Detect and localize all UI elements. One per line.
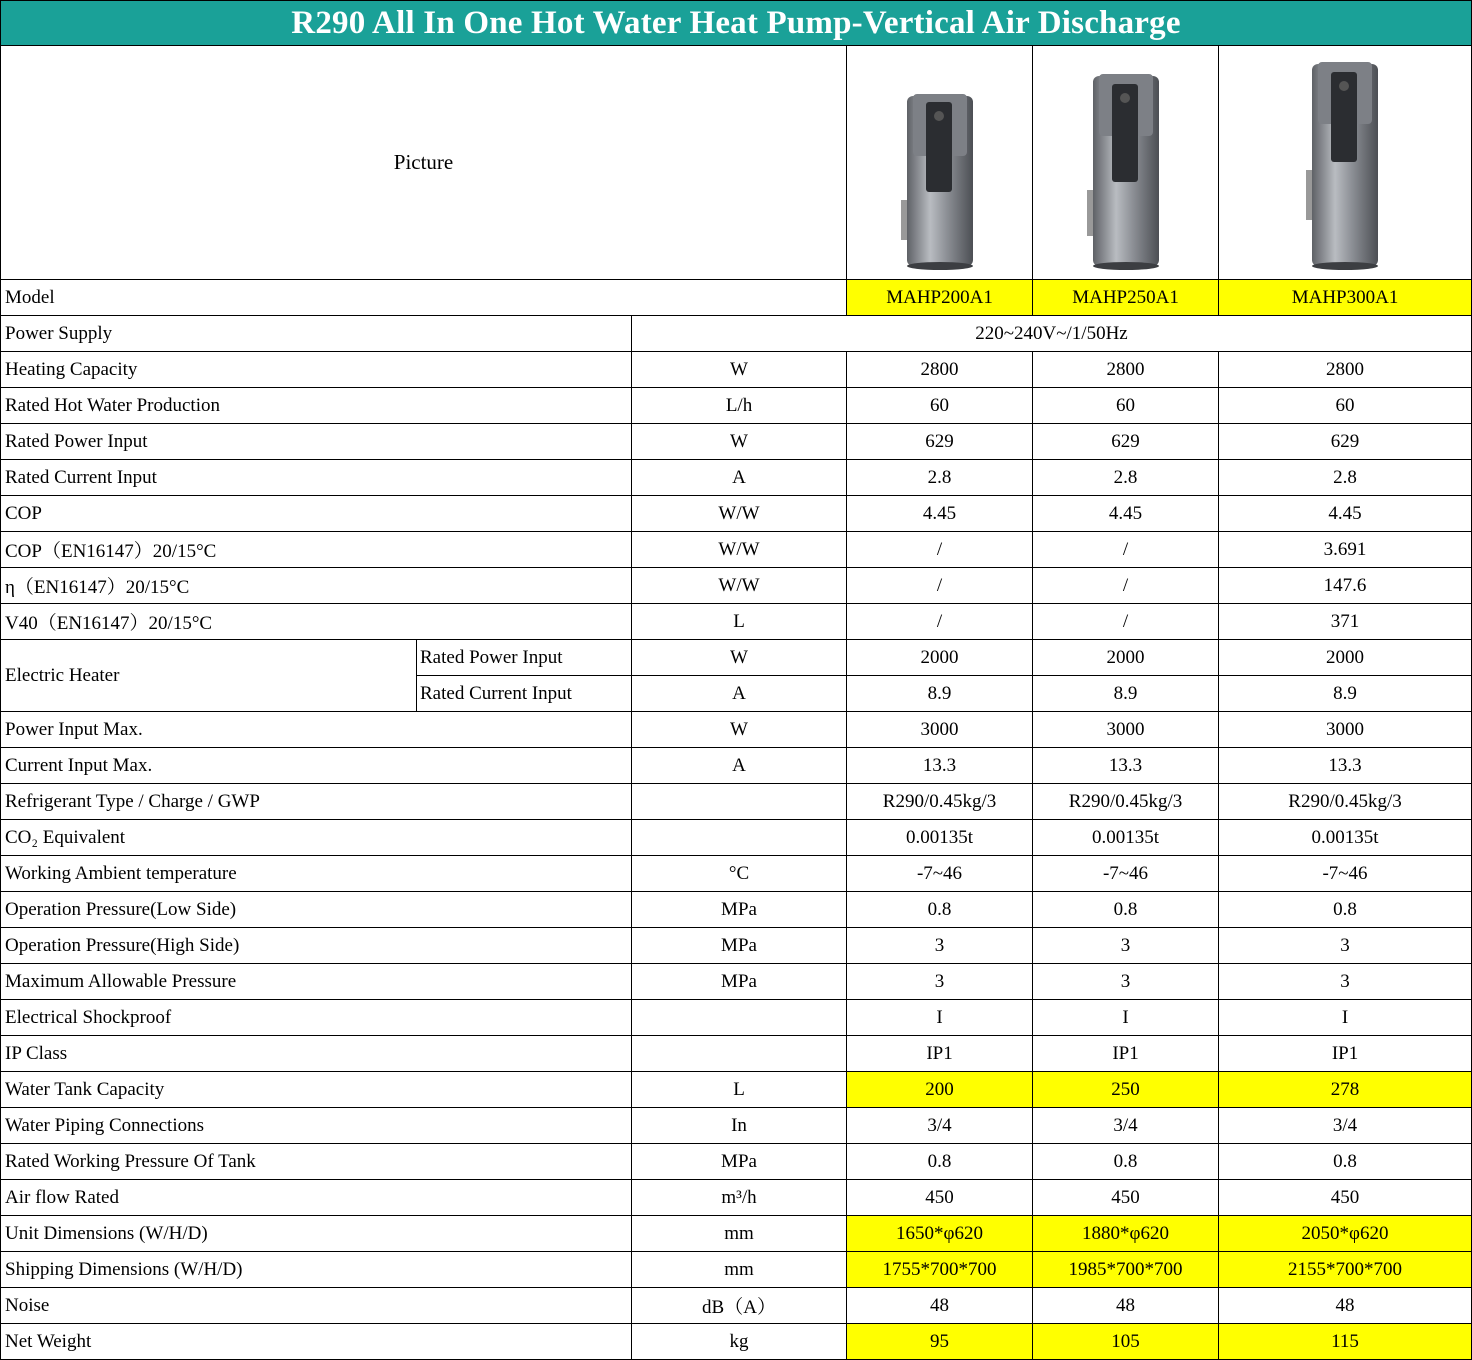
unit-cell: m³/h: [632, 1180, 847, 1216]
unit-cell: A: [632, 460, 847, 496]
value-cell: 2000: [1033, 640, 1219, 676]
value-cell: 8.9: [847, 676, 1033, 712]
spec-row: [1, 1216, 1472, 1252]
model-value: MAHP200A1: [847, 280, 1033, 316]
value-cell: 60: [1219, 388, 1472, 424]
value-cell: 8.9: [1219, 676, 1472, 712]
value-cell: 2.8: [1033, 460, 1219, 496]
unit-cell: L/h: [632, 388, 847, 424]
value-cell: 1755*700*700: [847, 1252, 1033, 1288]
row-label: Operation Pressure(High Side): [1, 928, 632, 964]
value-cell: 450: [847, 1180, 1033, 1216]
value-cell: /: [847, 604, 1033, 640]
row-label: Power Input Max.: [1, 712, 632, 748]
row-label: Power Supply: [1, 316, 632, 352]
unit-cell: L: [632, 604, 847, 640]
value-cell: 13.3: [847, 748, 1033, 784]
value-cell: IP1: [1033, 1036, 1219, 1072]
value-cell: I: [1219, 1000, 1472, 1036]
value-cell: 250: [1033, 1072, 1219, 1108]
row-label: Maximum Allowable Pressure: [1, 964, 632, 1000]
value-cell: 629: [1033, 424, 1219, 460]
page-title: R290 All In One Hot Water Heat Pump-Vertical Air Discharge: [0, 0, 1472, 46]
spec-row: [1, 964, 1472, 1000]
spec-row: [1, 496, 1472, 532]
row-label: Refrigerant Type / Charge / GWP: [1, 784, 632, 820]
unit-cell: W: [632, 424, 847, 460]
value-cell: 4.45: [1033, 496, 1219, 532]
row-label: Working Ambient temperature: [1, 856, 632, 892]
value-cell: 0.8: [1033, 892, 1219, 928]
row-label: Rated Working Pressure Of Tank: [1, 1144, 632, 1180]
value-cell: 3/4: [1033, 1108, 1219, 1144]
unit-cell: [632, 1000, 847, 1036]
value-cell: 0.00135t: [1033, 820, 1219, 856]
value-cell: 2050*φ620: [1219, 1216, 1472, 1252]
value-cell: 0.8: [847, 892, 1033, 928]
value-cell: 48: [847, 1288, 1033, 1324]
model-value: MAHP300A1: [1219, 280, 1472, 316]
picture-row: [1, 46, 1472, 280]
value-cell: 1985*700*700: [1033, 1252, 1219, 1288]
spec-row: [1, 1072, 1472, 1108]
value-cell: 0.8: [1219, 1144, 1472, 1180]
row-label: Rated Power Input: [1, 424, 632, 460]
value-cell: /: [1033, 532, 1219, 568]
value-cell: 4.45: [1219, 496, 1472, 532]
heat-pump-250-icon: [1071, 50, 1181, 275]
value-cell: 2800: [1219, 352, 1472, 388]
row-label: Current Input Max.: [1, 748, 632, 784]
row-label: Net Weight: [1, 1324, 632, 1360]
spec-row: [1, 1288, 1472, 1324]
spec-table: [0, 45, 1472, 1360]
unit-cell: mm: [632, 1216, 847, 1252]
value-cell: 13.3: [1033, 748, 1219, 784]
row-label: COP: [1, 496, 632, 532]
spec-row: [1, 892, 1472, 928]
heat-pump-300-icon: [1290, 50, 1400, 275]
unit-cell: W/W: [632, 532, 847, 568]
value-cell: -7~46: [1033, 856, 1219, 892]
row-label: COP（EN16147）20/15°C: [1, 532, 632, 568]
value-cell: 4.45: [847, 496, 1033, 532]
value-cell: 3/4: [847, 1108, 1033, 1144]
unit-cell: [632, 784, 847, 820]
row-label: Noise: [1, 1288, 632, 1324]
value-cell: 0.00135t: [1219, 820, 1472, 856]
spec-row: [1, 424, 1472, 460]
row-label: Water Piping Connections: [1, 1108, 632, 1144]
value-cell: -7~46: [1219, 856, 1472, 892]
value-cell: 147.6: [1219, 568, 1472, 604]
value-cell: /: [1033, 604, 1219, 640]
unit-cell: MPa: [632, 892, 847, 928]
unit-cell: mm: [632, 1252, 847, 1288]
unit-cell: W: [632, 712, 847, 748]
unit-cell: A: [632, 676, 847, 712]
spec-row: [1, 712, 1472, 748]
value-cell: 0.8: [847, 1144, 1033, 1180]
row-label: η（EN16147）20/15°C: [1, 568, 632, 604]
product-image-cell: [1219, 46, 1472, 280]
spec-row: [1, 1108, 1472, 1144]
unit-cell: W: [632, 640, 847, 676]
value-cell: /: [847, 568, 1033, 604]
unit-cell: MPa: [632, 964, 847, 1000]
unit-cell: dB（A）: [632, 1288, 847, 1324]
row-label: Shipping Dimensions (W/H/D): [1, 1252, 632, 1288]
row-label: IP Class: [1, 1036, 632, 1072]
value-cell: R290/0.45kg/3: [1033, 784, 1219, 820]
row-label: CO₂ Equivalent: [1, 820, 632, 856]
sub-label: Rated Power Input: [417, 640, 632, 676]
unit-cell: °C: [632, 856, 847, 892]
spec-row: [1, 1000, 1472, 1036]
value-cell: /: [847, 532, 1033, 568]
value-cell: 3/4: [1219, 1108, 1472, 1144]
value-cell: 3000: [847, 712, 1033, 748]
unit-cell: MPa: [632, 928, 847, 964]
value-cell: 3000: [1219, 712, 1472, 748]
value-cell: 60: [847, 388, 1033, 424]
value-cell: R290/0.45kg/3: [847, 784, 1033, 820]
value-cell: 105: [1033, 1324, 1219, 1360]
value-cell: 2000: [1219, 640, 1472, 676]
model-row: [1, 280, 1472, 316]
value-cell: 60: [1033, 388, 1219, 424]
value-cell: 115: [1219, 1324, 1472, 1360]
value-cell: 3: [1219, 928, 1472, 964]
unit-cell: W/W: [632, 496, 847, 532]
product-image-cell: [1033, 46, 1219, 280]
value-cell: 3.691: [1219, 532, 1472, 568]
value-cell: 95: [847, 1324, 1033, 1360]
value-cell: 2800: [1033, 352, 1219, 388]
electric-heater-row: [1, 640, 1472, 676]
unit-cell: W: [632, 352, 847, 388]
value-cell: IP1: [847, 1036, 1033, 1072]
spec-row: [1, 784, 1472, 820]
row-label: Unit Dimensions (W/H/D): [1, 1216, 632, 1252]
power-supply-row: [1, 316, 1472, 352]
value-cell: 3: [1219, 964, 1472, 1000]
value-cell: 13.3: [1219, 748, 1472, 784]
row-label: Water Tank Capacity: [1, 1072, 632, 1108]
value-cell: 3: [847, 964, 1033, 1000]
value-cell: 0.8: [1219, 892, 1472, 928]
spec-row: [1, 1324, 1472, 1360]
spec-row: [1, 352, 1472, 388]
spec-row: [1, 388, 1472, 424]
unit-cell: MPa: [632, 1144, 847, 1180]
row-label: Rated Hot Water Production: [1, 388, 632, 424]
value-cell: 629: [847, 424, 1033, 460]
value-cell: 3: [847, 928, 1033, 964]
value-cell: 0.8: [1033, 1144, 1219, 1180]
unit-cell: In: [632, 1108, 847, 1144]
spec-row: [1, 532, 1472, 568]
unit-cell: [632, 1036, 847, 1072]
value-cell: 0.00135t: [847, 820, 1033, 856]
value-cell: I: [847, 1000, 1033, 1036]
unit-cell: L: [632, 1072, 847, 1108]
row-label: V40（EN16147）20/15°C: [1, 604, 632, 640]
value-cell: 450: [1219, 1180, 1472, 1216]
row-label: Electric Heater: [1, 640, 417, 712]
value-cell: IP1: [1219, 1036, 1472, 1072]
value-cell: 1880*φ620: [1033, 1216, 1219, 1252]
spec-row: [1, 820, 1472, 856]
spec-row: [1, 1144, 1472, 1180]
row-label: Operation Pressure(Low Side): [1, 892, 632, 928]
spec-row: [1, 1036, 1472, 1072]
row-label: Model: [1, 280, 847, 316]
unit-cell: [632, 820, 847, 856]
spec-row: [1, 928, 1472, 964]
value-cell: 2.8: [1219, 460, 1472, 496]
spec-row: [1, 1180, 1472, 1216]
value-cell: R290/0.45kg/3: [1219, 784, 1472, 820]
row-label: Air flow Rated: [1, 1180, 632, 1216]
value-cell: 1650*φ620: [847, 1216, 1033, 1252]
value-cell: 3000: [1033, 712, 1219, 748]
spec-row: [1, 1252, 1472, 1288]
row-label: Heating Capacity: [1, 352, 632, 388]
power-supply-value: 220~240V~/1/50Hz: [632, 316, 1472, 352]
unit-cell: A: [632, 748, 847, 784]
spec-row: [1, 748, 1472, 784]
heat-pump-200-icon: [885, 50, 995, 275]
value-cell: 200: [847, 1072, 1033, 1108]
value-cell: 2000: [847, 640, 1033, 676]
spec-row: [1, 568, 1472, 604]
value-cell: 3: [1033, 964, 1219, 1000]
value-cell: 48: [1033, 1288, 1219, 1324]
model-value: MAHP250A1: [1033, 280, 1219, 316]
value-cell: 48: [1219, 1288, 1472, 1324]
row-label: Electrical Shockproof: [1, 1000, 632, 1036]
unit-cell: W/W: [632, 568, 847, 604]
spec-row: [1, 604, 1472, 640]
unit-cell: kg: [632, 1324, 847, 1360]
value-cell: 2800: [847, 352, 1033, 388]
value-cell: 3: [1033, 928, 1219, 964]
value-cell: 371: [1219, 604, 1472, 640]
value-cell: 8.9: [1033, 676, 1219, 712]
spec-row: [1, 460, 1472, 496]
row-label: Rated Current Input: [1, 460, 632, 496]
spec-row: [1, 856, 1472, 892]
value-cell: -7~46: [847, 856, 1033, 892]
product-image-cell: [847, 46, 1033, 280]
value-cell: 2155*700*700: [1219, 1252, 1472, 1288]
value-cell: 2.8: [847, 460, 1033, 496]
picture-label: Picture: [1, 46, 847, 280]
value-cell: 278: [1219, 1072, 1472, 1108]
value-cell: I: [1033, 1000, 1219, 1036]
sub-label: Rated Current Input: [417, 676, 632, 712]
value-cell: /: [1033, 568, 1219, 604]
value-cell: 450: [1033, 1180, 1219, 1216]
value-cell: 629: [1219, 424, 1472, 460]
